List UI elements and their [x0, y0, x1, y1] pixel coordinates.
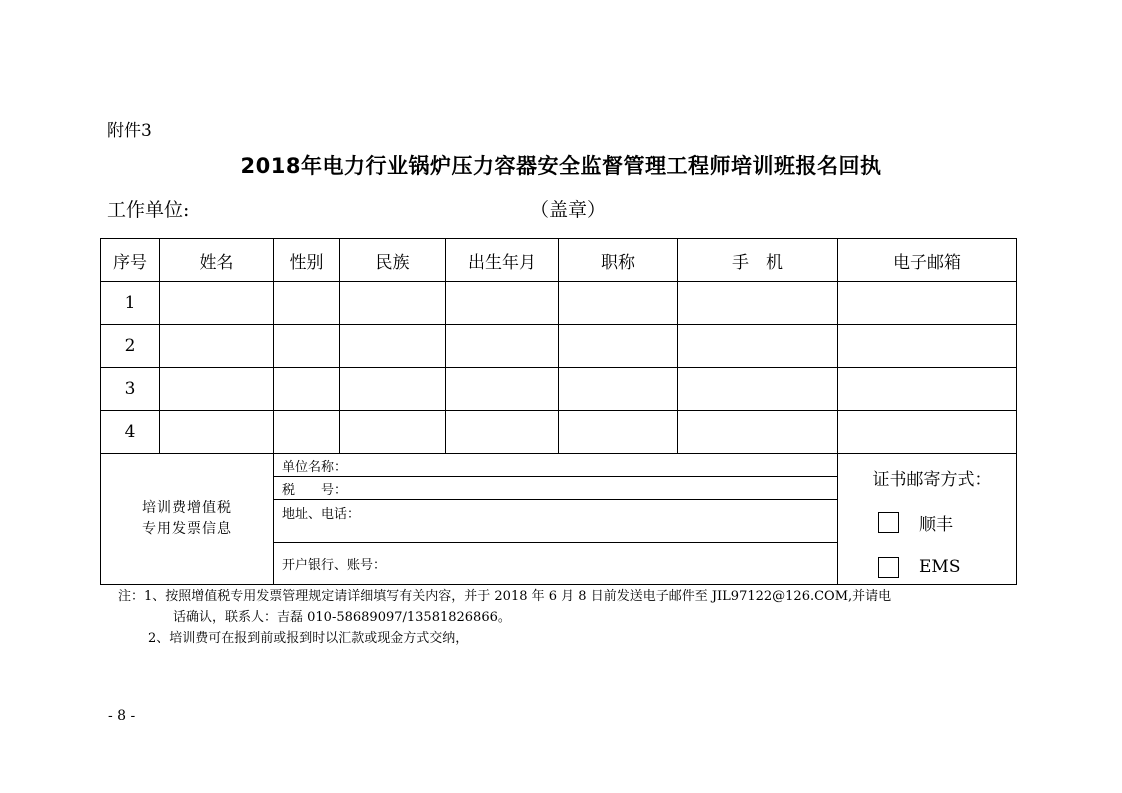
invoice-row [101, 454, 1017, 585]
row-number: 3 [101, 368, 160, 411]
page-number: - 8 - [108, 708, 136, 724]
invoice-label-cell [101, 454, 274, 585]
name-cell[interactable] [160, 368, 274, 411]
table-header-row [101, 239, 1017, 282]
birth-cell[interactable] [446, 282, 559, 325]
gender-cell[interactable] [274, 368, 340, 411]
registration-table [100, 238, 1017, 585]
header-mobile: 手 机 [678, 239, 838, 282]
header-seq: 序号 [101, 239, 160, 282]
bank-account-field[interactable]: 开户银行、账号： [282, 558, 387, 573]
header-email: 电子邮箱 [838, 239, 1017, 282]
invoice-fields [274, 454, 838, 585]
mail-method-cell [838, 454, 1017, 585]
mobile-cell[interactable] [678, 411, 838, 454]
email-cell[interactable] [838, 282, 1017, 325]
birth-cell[interactable] [446, 411, 559, 454]
ethnicity-cell[interactable] [340, 368, 446, 411]
title-cell[interactable] [559, 325, 678, 368]
header-title: 职称 [559, 239, 678, 282]
row-number: 2 [101, 325, 160, 368]
table-row [101, 411, 1017, 454]
invoice-label-line2: 专用发票信息 [142, 521, 232, 537]
option-ems[interactable] [838, 557, 1016, 578]
gender-cell[interactable] [274, 282, 340, 325]
name-cell[interactable] [160, 411, 274, 454]
title-cell[interactable] [559, 368, 678, 411]
email-cell[interactable] [838, 325, 1017, 368]
title-cell[interactable] [559, 282, 678, 325]
name-cell[interactable] [160, 282, 274, 325]
note-line-1: 注：1、按照增值税专用发票管理规定请详细填写有关内容，并于 2018 年 6 月 8 日前发送电子邮件至 JIL97122@126.COM,并请电 [118, 589, 892, 604]
attachment-label: 附件3 [107, 121, 152, 141]
note-line-2: 话确认，联系人：吉磊 010-58689097/13581826866。 [173, 610, 511, 625]
name-cell[interactable] [160, 325, 274, 368]
ems-label: EMS [919, 557, 961, 577]
ethnicity-cell[interactable] [340, 325, 446, 368]
birth-cell[interactable] [446, 325, 559, 368]
option-sf[interactable] [838, 510, 1016, 535]
ems-checkbox[interactable] [878, 557, 899, 578]
header-gender: 性别 [274, 239, 340, 282]
sf-checkbox[interactable] [878, 512, 899, 533]
table-row [101, 368, 1017, 411]
sf-label: 顺丰 [919, 514, 953, 535]
seal-label: （盖章） [530, 199, 607, 221]
header-name: 姓名 [160, 239, 274, 282]
email-cell[interactable] [838, 411, 1017, 454]
ethnicity-cell[interactable] [340, 282, 446, 325]
table-row [101, 325, 1017, 368]
row-number: 1 [101, 282, 160, 325]
note-line-3: 2、培训费可在报到前或报到时以汇款或现金方式交纳， [148, 631, 469, 646]
title-cell[interactable] [559, 411, 678, 454]
page-title: 2018年电力行业锅炉压力容器安全监督管理工程师培训班报名回执 [240, 154, 882, 178]
address-phone-field[interactable]: 地址、电话： [274, 500, 837, 543]
ethnicity-cell[interactable] [340, 411, 446, 454]
mail-method-title: 证书邮寄方式： [872, 469, 992, 490]
tax-number-field[interactable]: 税 号： [274, 477, 837, 500]
invoice-label-line1: 培训费增值税 [142, 500, 232, 516]
unit-name-field[interactable]: 单位名称： [274, 454, 837, 477]
birth-cell[interactable] [446, 368, 559, 411]
mobile-cell[interactable] [678, 325, 838, 368]
email-cell[interactable] [838, 368, 1017, 411]
notes [118, 586, 891, 649]
mobile-cell[interactable] [678, 282, 838, 325]
header-ethnicity: 民族 [340, 239, 446, 282]
work-unit-label: 工作单位: [107, 199, 190, 221]
mobile-cell[interactable] [678, 368, 838, 411]
row-number: 4 [101, 411, 160, 454]
gender-cell[interactable] [274, 411, 340, 454]
gender-cell[interactable] [274, 325, 340, 368]
table-row [101, 282, 1017, 325]
header-birth: 出生年月 [446, 239, 559, 282]
